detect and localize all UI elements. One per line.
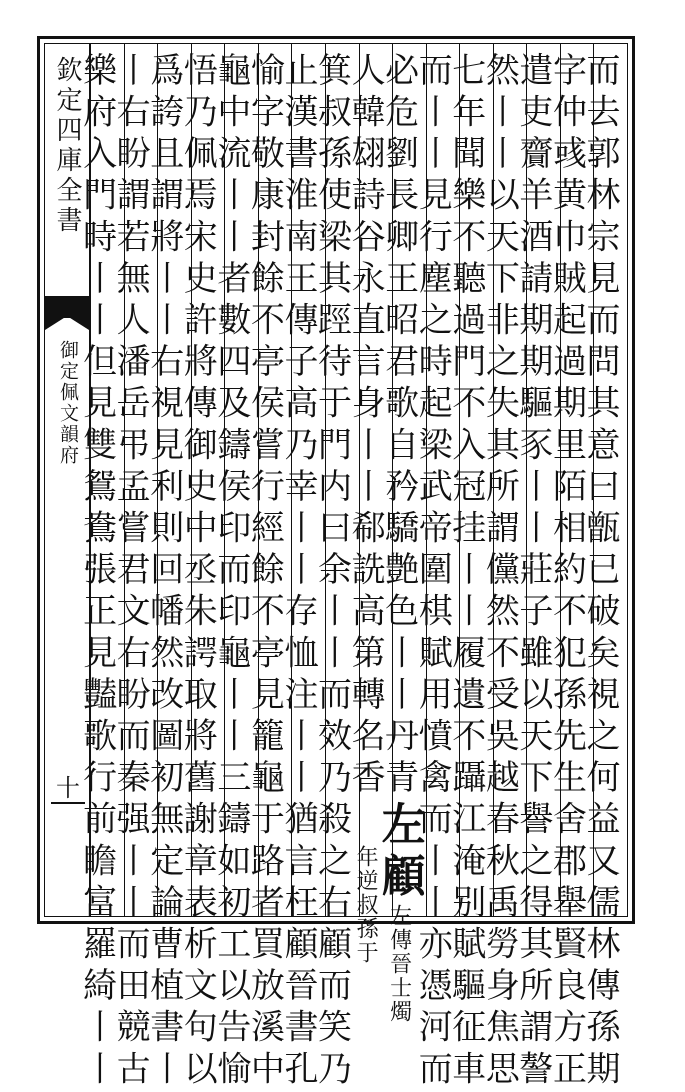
text-column: [76, 44, 124, 1092]
page-number: 十: [56, 774, 80, 802]
column-text: 遣吏齎羊酒請期期驅豕丨丨莊子雖以天下譽之得其所謂謷: [512, 52, 553, 1092]
column-text: 丨右盼謂若無人潘岳弔孟嘗君文右盼而秦强丨丨而田競古: [110, 52, 151, 1092]
column-text-main: 必危劉長卿王昭君歌自矜驕艶色丨丨丹青: [378, 52, 419, 801]
column-text-main: 人韓翃詩谷永直言身丨丨郗詵高第轉名香: [345, 52, 386, 801]
text-column: [580, 44, 627, 1092]
column-text: 而丨丨見行塵之時起梁武帝圍棋賦用憤禽而丨丨亦憑河而: [412, 52, 453, 1092]
column-text: 龜中流丨丨者數四及鑄侯印而印龜丨丨三鑄如初工以告愉: [210, 52, 251, 1092]
column-text: 愉字敬康封餘不亭侯嘗行經餘不亭見籠龜于路者買放溪中: [244, 52, 285, 1092]
series-title: 欽定四庫全書: [52, 56, 82, 236]
column-text: [345, 52, 393, 965]
text-column: [479, 44, 527, 1092]
text-column: [412, 44, 460, 1092]
annotation: 年逆叔孫于: [353, 844, 379, 965]
column-text: 樂府入門時丨丨但見雙鴛鴦張正見豔歌行前瞻富羅綺丨丨: [76, 52, 117, 1092]
column-text: 而去郭林宗見而問其意曰甑已破矣視之何益又儒林傳孫期: [580, 52, 620, 1092]
text-column: [373, 44, 426, 1025]
page-frame: [37, 36, 635, 1092]
text-column: [177, 44, 225, 1092]
page-inner-border: [44, 43, 628, 1092]
text-column: [210, 44, 258, 1092]
annotation: 左傳晉士燭: [386, 904, 412, 1025]
text-column: [143, 44, 191, 1092]
text-area: [76, 44, 627, 1092]
column-text: 爲誇且謂將丨丨右視見利則回幡然改圖初無定論曹植書丨: [143, 52, 184, 1092]
text-column: [311, 44, 359, 1092]
headword: 左顧: [373, 800, 425, 905]
text-column: [345, 44, 393, 965]
text-column: [110, 44, 158, 1092]
column-text: 七年聞樂不聽過門不入冠挂丨丨履遺不躡江淹别賦驅征車: [445, 52, 486, 1092]
column-text: 字仲彧黄巾賊起過期里陌相約不犯孫先生舍郡舉賢良方正: [546, 52, 587, 1092]
column-text: 悟乃佩焉宋史許將傳御史中丞朱諤取將舊謝章表析文句以: [177, 52, 218, 1092]
column-text: 箕叔孫使梁其踁待于門内曰余丨丨而效乃殺之右顧而笑乃: [311, 52, 352, 1092]
column-text: 然丨丨以天下非之失其所謂儻然不受吳越春秋禹勞身焦思: [479, 52, 520, 1092]
text-column: [546, 44, 594, 1092]
text-column: [277, 44, 325, 1092]
book-title: 御定佩文韻府: [57, 340, 79, 466]
text-column: [244, 44, 292, 1092]
column-text: 止漢書淮南王傳子高乃幸丨丨存恤注丨丨猶言枉顧晉書孔: [277, 52, 318, 1092]
text-column: [512, 44, 560, 1092]
text-column: [445, 44, 493, 1092]
column-text: [373, 52, 426, 1025]
